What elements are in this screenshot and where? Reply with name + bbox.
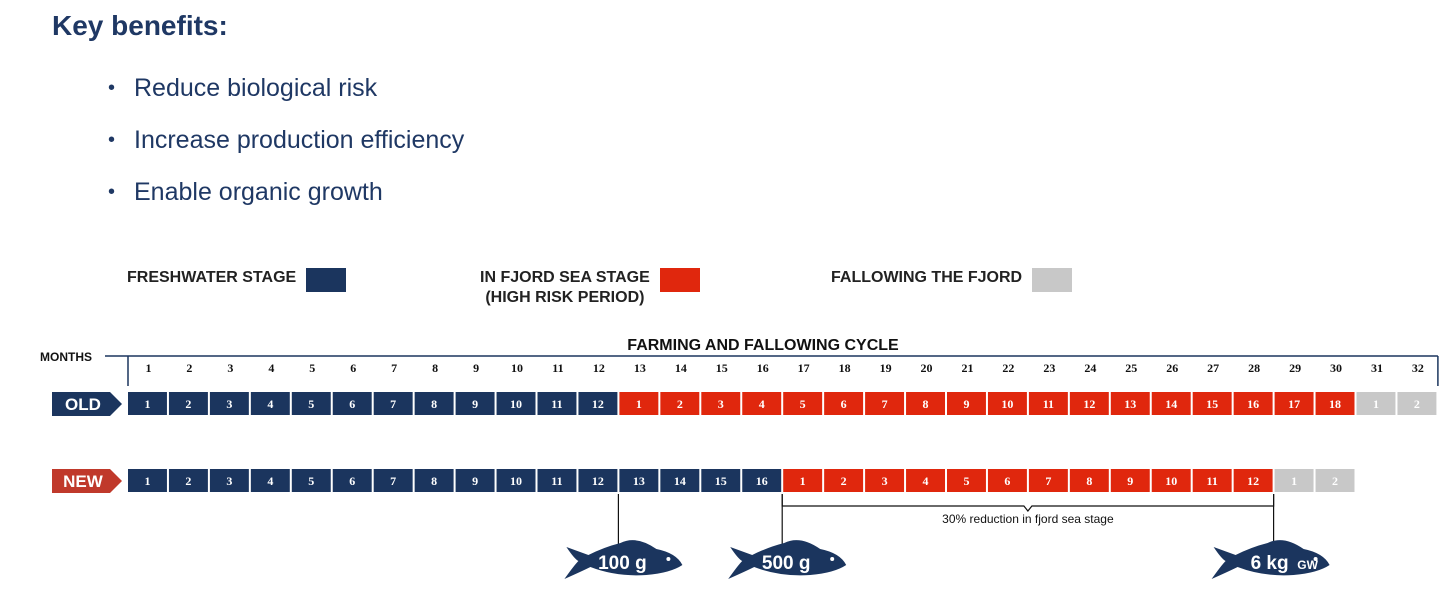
cell-label: 4 [922,474,929,488]
legend-label: IN FJORD SEA STAGE [480,269,650,286]
bullet-icon: • [108,128,116,151]
cell-label: 1 [144,397,151,411]
month-tick-label: 19 [879,361,892,375]
cell-label: 6 [1004,474,1011,488]
month-tick-label: 18 [838,361,851,375]
month-tick-label: 1 [145,361,152,375]
fish-weight-label: 500 g [761,553,811,574]
reduction-bracket [782,494,1273,511]
cell-label: 1 [799,474,806,488]
cell-label: 1 [1291,474,1298,488]
cell-label: 4 [758,397,765,411]
month-tick-label: 6 [350,361,357,375]
legend-sublabel: (HIGH RISK PERIOD) [485,289,645,306]
cell-label: 14 [1165,397,1178,411]
salmon-eye-icon [666,557,670,561]
cell-label: 5 [963,474,970,488]
benefit-text: Reduce biological risk [134,73,378,102]
cell-label: 2 [840,474,847,488]
cell-label: 6 [349,474,356,488]
month-tick-label: 11 [552,361,564,375]
cell-label: 10 [510,474,523,488]
row-label-old: OLD [65,395,101,414]
cell-label: 4 [267,474,274,488]
cell-label: 5 [799,397,806,411]
cell-label: 7 [1045,474,1052,488]
cell-label: 10 [1001,397,1014,411]
cell-label: 5 [308,474,315,488]
cell-label: 4 [267,397,274,411]
cell-label: 12 [591,397,604,411]
cell-label: 2 [1413,397,1420,411]
cell-label: 1 [144,474,151,488]
month-tick-label: 9 [473,361,480,375]
cell-label: 1 [1372,397,1379,411]
cell-label: 9 [472,397,479,411]
cell-label: 3 [226,474,233,488]
month-tick-label: 12 [592,361,605,375]
months-label: MONTHS [40,350,92,364]
reduction-label: 30% reduction in fjord sea stage [942,512,1114,526]
cell-label: 7 [881,397,888,411]
cell-label: 8 [922,397,929,411]
cell-label: 3 [226,397,233,411]
fish-weight-suffix: GW [1297,558,1318,572]
cell-label: 2 [185,474,192,488]
cell-label: 2 [676,397,683,411]
cell-label: 11 [551,397,563,411]
cell-label: 18 [1329,397,1342,411]
month-tick-label: 8 [432,361,439,375]
month-tick-label: 30 [1330,361,1343,375]
cell-label: 16 [755,474,768,488]
cell-label: 11 [551,474,563,488]
month-tick-label: 27 [1207,361,1220,375]
month-tick-label: 10 [511,361,524,375]
month-tick-label: 28 [1248,361,1261,375]
cell-label: 7 [390,397,397,411]
month-tick-label: 21 [961,361,974,375]
cell-label: 1 [635,397,642,411]
month-tick-label: 20 [920,361,933,375]
bullet-icon: • [108,180,116,203]
month-tick-label: 7 [391,361,398,375]
month-tick-label: 25 [1125,361,1138,375]
cell-label: 5 [308,397,315,411]
month-tick-label: 15 [715,361,728,375]
month-tick-label: 22 [1002,361,1015,375]
month-tick-label: 13 [633,361,646,375]
cell-label: 8 [431,397,438,411]
cell-label: 7 [390,474,397,488]
cell-label: 13 [1124,397,1137,411]
month-tick-label: 16 [756,361,769,375]
cell-label: 8 [1086,474,1093,488]
cell-label: 12 [1247,474,1260,488]
cell-label: 16 [1247,397,1260,411]
page-heading: Key benefits: [52,10,228,41]
cell-label: 11 [1042,397,1055,411]
cell-label: 9 [472,474,479,488]
cell-label: 9 [1127,474,1134,488]
cell-label: 12 [591,474,604,488]
month-tick-label: 5 [309,361,316,375]
row-label-new: NEW [63,472,103,491]
month-tick-label: 14 [674,361,687,375]
cell-label: 17 [1288,397,1301,411]
cell-label: 15 [714,474,727,488]
cell-label: 13 [632,474,645,488]
cell-label: 6 [349,397,356,411]
fish-weight-label: 100 g [598,553,647,574]
legend-label: FRESHWATER STAGE [127,269,297,286]
cell-label: 10 [1165,474,1178,488]
fish-weight-label: 6 kg [1250,553,1289,574]
cell-label: 14 [673,474,686,488]
cell-label: 3 [881,474,888,488]
cell-label: 15 [1206,397,1219,411]
benefit-text: Enable organic growth [134,177,383,206]
cell-label: 3 [717,397,724,411]
salmon-eye-icon [830,557,834,561]
month-tick-label: 2 [186,361,193,375]
benefit-text: Increase production efficiency [134,125,465,154]
cell-label: 2 [1332,474,1339,488]
cell-label: 6 [840,397,847,411]
cell-label: 10 [510,397,523,411]
month-tick-label: 29 [1289,361,1302,375]
cell-label: 12 [1083,397,1096,411]
month-tick-label: 3 [227,361,234,375]
month-tick-label: 23 [1043,361,1056,375]
month-tick-label: 32 [1411,361,1424,375]
cell-label: 2 [185,397,192,411]
month-tick-label: 17 [797,361,810,375]
legend-label: FALLOWING THE FJORD [831,269,1023,286]
cell-label: 11 [1206,474,1218,488]
cell-label: 8 [431,474,438,488]
bullet-icon: • [108,76,116,99]
month-tick-label: 31 [1370,361,1383,375]
axis-title: FARMING AND FALLOWING CYCLE [627,337,899,354]
month-tick-label: 24 [1084,361,1097,375]
month-tick-label: 4 [268,361,275,375]
month-tick-label: 26 [1166,361,1179,375]
cell-label: 9 [963,397,970,411]
